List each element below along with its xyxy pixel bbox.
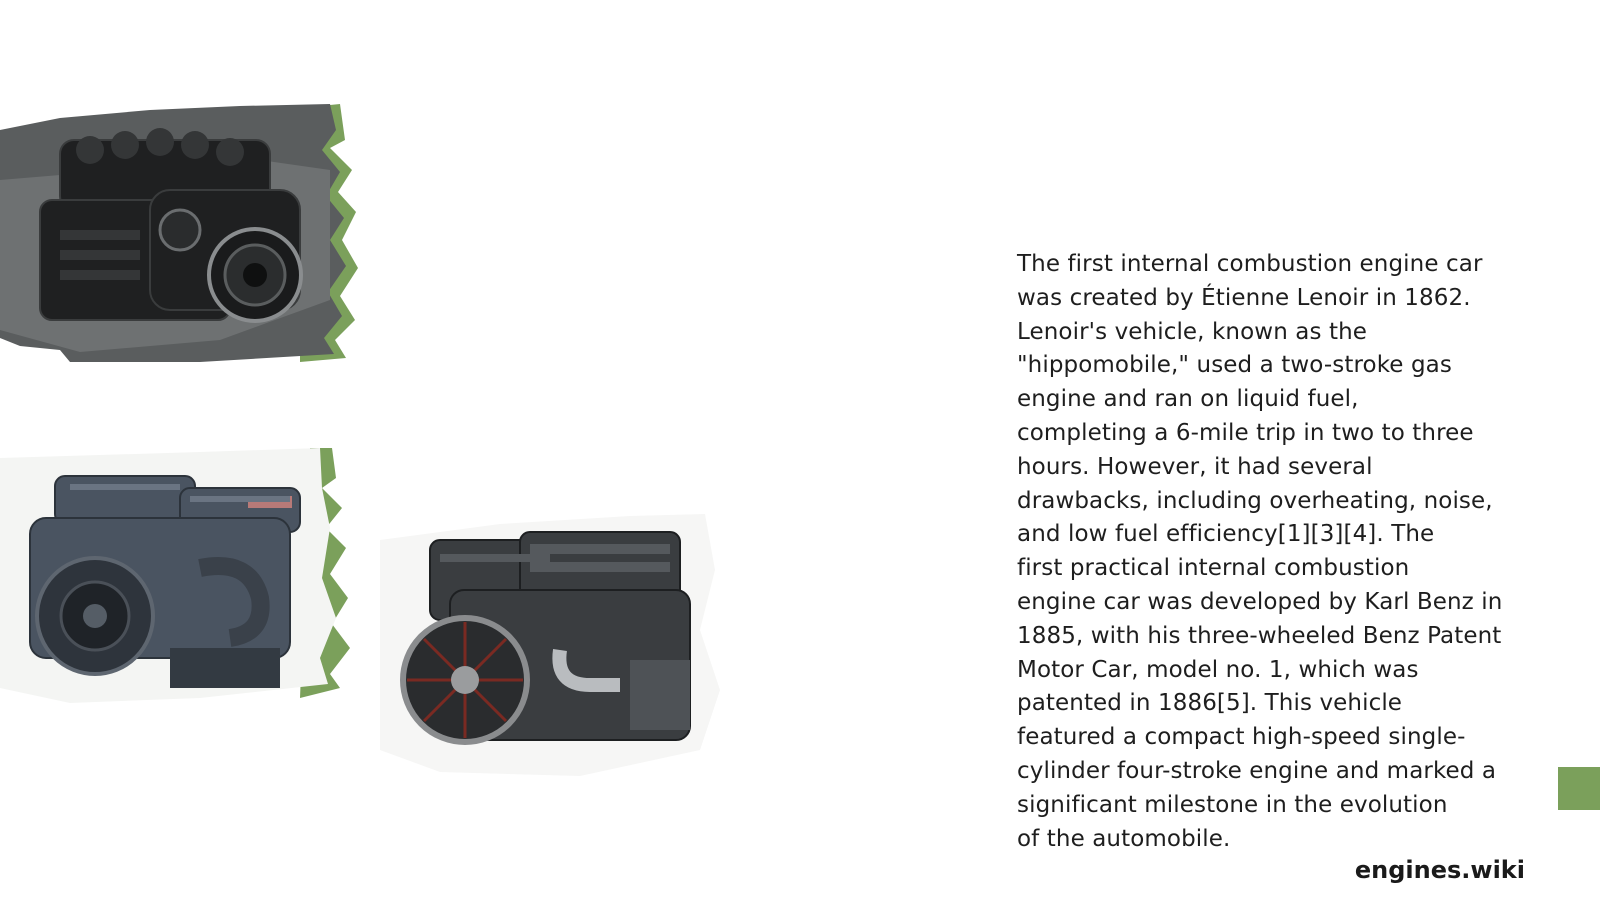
engine-image-top [0,100,370,372]
engine-image-center [380,510,730,790]
accent-block [1558,767,1600,810]
article-paragraph: The first internal combustion engine car was created by Étienne Lenoir in 1862. Lenoir's vehicle, known as the "hippomobile," used a two-stroke gas engine and ran on liquid fuel, completing a 6-mile trip in two to three hours. However, it had several drawbacks, including overheating, noise, and low fuel efficiency[1][3][4]. The first practical internal combustion engine car was developed by Karl Benz in 1885, with his three-wheeled Benz Patent Motor Car, model no. 1, which was patented in 1886[5]. This vehicle featured a compact high-speed single- cylinder four-stroke engine and marked a significant milestone in the evolution of the automobile. [1017,251,1503,852]
site-brand[interactable]: engines.wiki [1354,856,1525,884]
engine-image-left [0,448,370,723]
